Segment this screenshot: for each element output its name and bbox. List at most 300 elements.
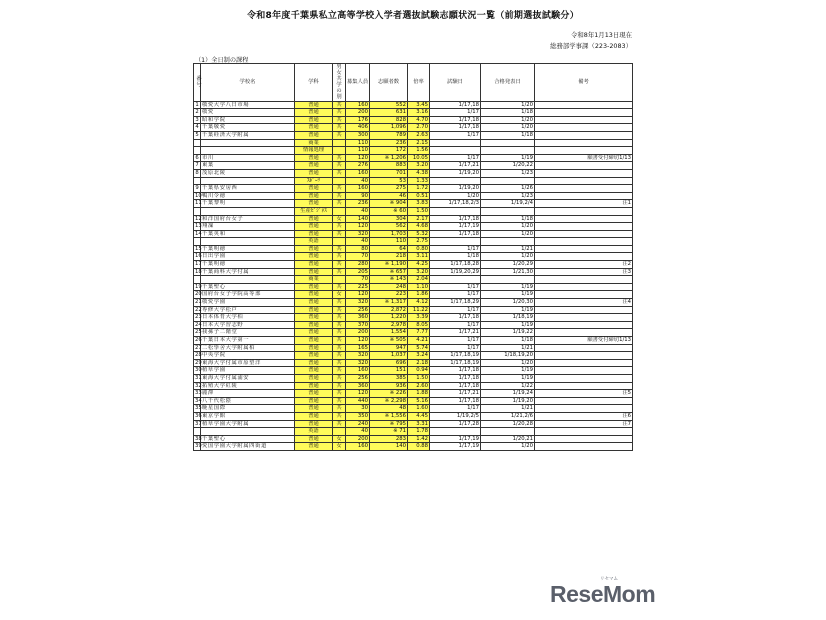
- cell-exam: 1/17: [430, 344, 481, 352]
- cell-no: 11: [195, 200, 202, 207]
- cell-app: 631: [370, 109, 408, 117]
- cell-res: 1/21: [481, 405, 535, 413]
- cell-ratio: 0.80: [408, 245, 430, 253]
- cell-rem: [535, 101, 633, 109]
- cell-course: 普通: [295, 291, 333, 299]
- cell-cap: 40: [346, 177, 370, 185]
- cell-course: 普通: [295, 321, 333, 329]
- cell-gender: 共: [333, 154, 346, 162]
- cell-res: 1/18: [481, 109, 535, 117]
- cell-no: 24: [195, 321, 202, 328]
- cell-rem: [535, 238, 633, 246]
- cell-course: 普通: [295, 109, 333, 117]
- cell-app: 275: [370, 185, 408, 193]
- cell-app: 151: [370, 367, 408, 375]
- cell-school: 愛国学園大学附属四街道: [201, 443, 295, 451]
- cell-ratio: 10.05: [408, 154, 430, 162]
- cell-app: 789: [370, 131, 408, 139]
- cell-rem: [535, 359, 633, 367]
- cell-gender: [333, 276, 346, 284]
- cell-course: 普通: [295, 124, 333, 132]
- cell-school: 敬愛学園: [201, 299, 295, 307]
- cell-rem: [535, 291, 633, 299]
- cell-gender: 共: [333, 397, 346, 405]
- cell-gender: 共: [333, 223, 346, 231]
- cell-no: 5: [195, 131, 199, 138]
- cell-no: 28: [195, 352, 202, 359]
- cell-no: 27: [195, 344, 202, 351]
- cell-rem: [535, 192, 633, 200]
- cell-ratio: 5.32: [408, 230, 430, 238]
- cell-cap: 300: [346, 131, 370, 139]
- cell-ratio: 2.70: [408, 124, 430, 132]
- cell-res: 1/18,19,20: [481, 352, 535, 360]
- cell-course: 普通: [295, 253, 333, 261]
- cell-cap: 160: [346, 367, 370, 375]
- cell-no: [194, 139, 201, 147]
- as-of-date: 令和8年1月13日現在: [571, 31, 632, 39]
- cell-rem: [535, 109, 633, 117]
- cell-no: 26: [195, 337, 202, 343]
- cell-res: 1/21: [481, 245, 535, 253]
- cell-res: 1/20: [481, 253, 535, 261]
- cell-res: 1/18,19: [481, 314, 535, 322]
- applications-table: [193, 63, 633, 451]
- cell-no: 20: [195, 291, 202, 298]
- cell-no: [194, 177, 201, 185]
- cell-gender: 共: [333, 162, 346, 170]
- table-row: [194, 261, 633, 269]
- cell-cap: 200: [346, 329, 370, 337]
- cell-gender: [333, 177, 346, 185]
- cell-course: 商業: [295, 139, 333, 147]
- table-row: [194, 435, 633, 443]
- cell-cap: 40: [346, 428, 370, 436]
- cell-ratio: 2.63: [408, 131, 430, 139]
- cell-cap: 110: [346, 147, 370, 155]
- table-row: [194, 367, 633, 375]
- cell-cap: 90: [346, 192, 370, 200]
- cell-ratio: 1.78: [408, 428, 430, 436]
- cell-course: 普通: [295, 131, 333, 139]
- cell-school: 千葉県安房西: [201, 185, 295, 193]
- cell-school: 植草学園: [201, 367, 295, 375]
- table-row: [194, 291, 633, 299]
- cell-exam: 1/17: [430, 337, 481, 345]
- cell-ratio: 3.11: [408, 253, 430, 261]
- cell-ratio: 1.72: [408, 185, 430, 193]
- cell-rem: [535, 223, 633, 231]
- table-row: [194, 177, 633, 185]
- cell-gender: 共: [333, 109, 346, 117]
- cell-exam: 1/17,21: [430, 329, 481, 337]
- cell-gender: 共: [333, 283, 346, 291]
- cell-course: 普通: [295, 420, 333, 428]
- cell-ratio: 3.39: [408, 314, 430, 322]
- cell-exam: [430, 276, 481, 284]
- cell-school: [201, 147, 295, 155]
- cell-course: ｽﾎﾟｰﾂ: [295, 177, 333, 185]
- cell-app: 2,978: [370, 321, 408, 329]
- cell-course: 普通: [295, 116, 333, 124]
- cell-course: 普通: [295, 397, 333, 405]
- cell-course: 普通: [295, 314, 333, 322]
- cell-res: 1/19,24: [481, 390, 535, 398]
- cell-course: 普通: [295, 223, 333, 231]
- cell-app: 2,872: [370, 306, 408, 314]
- cell-no: 37: [195, 420, 202, 427]
- cell-ratio: 7.77: [408, 329, 430, 337]
- cell-app: 46: [370, 192, 408, 200]
- cell-exam: 1/17,18: [430, 382, 481, 390]
- cell-rem: 注4: [535, 299, 633, 307]
- cell-course: 普通: [295, 382, 333, 390]
- cell-no: 33: [195, 390, 202, 397]
- cell-app: 236: [370, 139, 408, 147]
- cell-rem: 願書受付締切1/13: [535, 337, 633, 345]
- cell-gender: 共: [333, 352, 346, 360]
- cell-rem: [535, 314, 633, 322]
- cell-course: 普通: [295, 101, 333, 109]
- cell-no: 6: [195, 154, 199, 161]
- cell-app: 1,037: [370, 352, 408, 360]
- cell-cap: 320: [346, 359, 370, 367]
- cell-exam: 1/17,18: [430, 397, 481, 405]
- cell-cap: 30: [346, 405, 370, 413]
- cell-res: 1/23: [481, 192, 535, 200]
- cell-res: 1/22: [481, 382, 535, 390]
- cell-cap: 165: [346, 344, 370, 352]
- cell-gender: 共: [333, 382, 346, 390]
- cell-exam: 1/17,18,29: [430, 299, 481, 307]
- cell-course: 普通: [295, 283, 333, 291]
- table-row: [194, 116, 633, 124]
- cell-exam: 1/17,21: [430, 390, 481, 398]
- section-label: （1）全日制の課程: [195, 57, 249, 64]
- cell-exam: 1/17,19: [430, 223, 481, 231]
- cell-res: 1/19: [481, 291, 535, 299]
- cell-app: 218: [370, 253, 408, 261]
- table-row: [194, 337, 633, 345]
- cell-school: 拓殖大学紅陵: [201, 382, 295, 390]
- cell-ratio: 1.86: [408, 291, 430, 299]
- cell-exam: 1/17,19: [430, 443, 481, 451]
- cell-school: 我孫子二階堂: [201, 329, 295, 337]
- table-row: [194, 147, 633, 155]
- document-title: 令和8年度千葉県私立高等学校入学者選抜試験志願状況一覧（前期選抜試験分）: [246, 11, 580, 21]
- cell-res: 1/26: [481, 185, 535, 193]
- cell-rem: [535, 169, 633, 177]
- cell-res: 1/20: [481, 230, 535, 238]
- cell-gender: 共: [333, 268, 346, 276]
- cell-no: 14: [195, 230, 202, 237]
- cell-app: ※ 1,317: [370, 299, 408, 307]
- table-row: [194, 109, 633, 117]
- cell-app: ※ 505: [370, 337, 408, 345]
- cell-gender: [333, 238, 346, 246]
- cell-cap: 40: [346, 207, 370, 215]
- header-course: 学科: [295, 64, 333, 102]
- cell-ratio: 3.24: [408, 352, 430, 360]
- cell-res: 1/21: [481, 344, 535, 352]
- cell-app: ※ 1,190: [370, 261, 408, 269]
- cell-school: 八千代松陰: [201, 397, 295, 405]
- cell-school: [201, 276, 295, 284]
- cell-no: 17: [195, 261, 202, 268]
- cell-school: 東海大学付属浦安: [201, 374, 295, 382]
- cell-exam: 1/17,18,19: [430, 352, 481, 360]
- cell-rem: [535, 344, 633, 352]
- cell-course: 普通: [295, 154, 333, 162]
- cell-rem: [535, 185, 633, 193]
- cell-gender: 共: [333, 200, 346, 208]
- cell-app: 552: [370, 101, 408, 109]
- cell-app: ※ 2,298: [370, 397, 408, 405]
- table-row: [194, 314, 633, 322]
- cell-school: 千葉聖心: [201, 283, 295, 291]
- cell-rem: [535, 207, 633, 215]
- cell-exam: 1/17,18: [430, 215, 481, 223]
- cell-rem: [535, 131, 633, 139]
- cell-gender: [333, 147, 346, 155]
- cell-cap: 200: [346, 435, 370, 443]
- table-row: [194, 390, 633, 398]
- cell-cap: 240: [346, 420, 370, 428]
- cell-cap: 110: [346, 139, 370, 147]
- cell-rem: [535, 124, 633, 132]
- cell-exam: 1/19,20: [430, 185, 481, 193]
- cell-cap: 120: [346, 337, 370, 345]
- cell-res: 1/19: [481, 283, 535, 291]
- cell-gender: 女: [333, 215, 346, 223]
- cell-res: [481, 238, 535, 246]
- cell-course: 普通: [295, 230, 333, 238]
- cell-exam: [430, 428, 481, 436]
- cell-rem: [535, 405, 633, 413]
- cell-res: 1/20,30: [481, 299, 535, 307]
- cell-no: 10: [195, 192, 202, 199]
- cell-app: 947: [370, 344, 408, 352]
- cell-exam: 1/17: [430, 154, 481, 162]
- cell-no: 18: [195, 268, 202, 275]
- cell-school: 市川: [201, 154, 295, 162]
- cell-exam: 1/17,18,2/3: [430, 200, 481, 208]
- cell-cap: 140: [346, 215, 370, 223]
- cell-rem: [535, 215, 633, 223]
- cell-course: 普通: [295, 192, 333, 200]
- cell-no: [194, 428, 201, 436]
- cell-app: 304: [370, 215, 408, 223]
- resemom-logo-sub: リセマム: [600, 577, 618, 582]
- cell-ratio: 3.20: [408, 162, 430, 170]
- cell-app: 385: [370, 374, 408, 382]
- cell-no: [194, 147, 201, 155]
- resemom-logo: ReseMom: [550, 581, 656, 607]
- cell-course: 普通: [295, 245, 333, 253]
- cell-gender: [333, 207, 346, 215]
- cell-school: [201, 177, 295, 185]
- cell-app: 53: [370, 177, 408, 185]
- cell-school: 日出学園: [201, 253, 295, 261]
- cell-ratio: 4.21: [408, 337, 430, 345]
- table-row: [194, 245, 633, 253]
- cell-app: 883: [370, 162, 408, 170]
- table-row: [194, 185, 633, 193]
- cell-course: 英語: [295, 428, 333, 436]
- cell-school: 千葉日本大学第一: [201, 337, 295, 345]
- cell-course: 普通: [295, 185, 333, 193]
- cell-ratio: 1.50: [408, 374, 430, 382]
- cell-school: 千葉明徳: [201, 261, 295, 269]
- cell-exam: 1/17,28: [430, 420, 481, 428]
- cell-rem: [535, 276, 633, 284]
- cell-no: 19: [195, 283, 202, 290]
- header-ratio: 倍率: [408, 64, 430, 102]
- cell-exam: 1/19,20,29: [430, 268, 481, 276]
- cell-exam: 1/19,2/5: [430, 412, 481, 420]
- cell-app: 283: [370, 435, 408, 443]
- cell-exam: 1/17,18: [430, 101, 481, 109]
- table-row: [194, 359, 633, 367]
- cell-rem: [535, 443, 633, 451]
- cell-rem: [535, 230, 633, 238]
- cell-ratio: 0.94: [408, 367, 430, 375]
- table-row: [194, 162, 633, 170]
- cell-cap: 80: [346, 245, 370, 253]
- cell-app: ※ 1,556: [370, 412, 408, 420]
- cell-no: 16: [195, 253, 202, 260]
- cell-exam: 1/17: [430, 306, 481, 314]
- cell-gender: 共: [333, 185, 346, 193]
- cell-res: 1/20,22: [481, 162, 535, 170]
- cell-school: 東葉: [201, 162, 295, 170]
- cell-ratio: 1.60: [408, 405, 430, 413]
- table-header-row: [194, 64, 633, 102]
- cell-cap: 120: [346, 390, 370, 398]
- cell-cap: 70: [346, 276, 370, 284]
- cell-rem: [535, 435, 633, 443]
- cell-gender: 女: [333, 435, 346, 443]
- cell-school: 茂原北陵: [201, 169, 295, 177]
- cell-ratio: 2.18: [408, 359, 430, 367]
- cell-school: [201, 428, 295, 436]
- cell-rem: [535, 397, 633, 405]
- cell-course: 普通: [295, 337, 333, 345]
- cell-school: 和洋国府台女子: [201, 215, 295, 223]
- cell-no: 1: [195, 101, 199, 108]
- cell-res: 1/19: [481, 374, 535, 382]
- cell-ratio: 4.68: [408, 223, 430, 231]
- cell-app: 701: [370, 169, 408, 177]
- cell-exam: 1/17,21: [430, 162, 481, 170]
- table-row: [194, 124, 633, 132]
- cell-res: 1/21,2/6: [481, 412, 535, 420]
- cell-school: 東京学館: [201, 412, 295, 420]
- cell-app: 64: [370, 245, 408, 253]
- cell-exam: 1/17,18: [430, 367, 481, 375]
- cell-exam: 1/17,18: [430, 116, 481, 124]
- cell-exam: 1/17: [430, 109, 481, 117]
- cell-ratio: 3.31: [408, 420, 430, 428]
- cell-gender: 女: [333, 291, 346, 299]
- cell-gender: 共: [333, 329, 346, 337]
- cell-exam: [430, 139, 481, 147]
- table-row: [194, 139, 633, 147]
- table-row: [194, 344, 633, 352]
- cell-app: ※ 795: [370, 420, 408, 428]
- cell-rem: [535, 147, 633, 155]
- cell-rem: [535, 352, 633, 360]
- table-body: [194, 101, 633, 450]
- cell-course: 普通: [295, 344, 333, 352]
- cell-app: 140: [370, 443, 408, 451]
- cell-cap: 120: [346, 223, 370, 231]
- cell-no: 15: [195, 245, 202, 252]
- cell-gender: 共: [333, 420, 346, 428]
- cell-ratio: 2.04: [408, 276, 430, 284]
- cell-app: 48: [370, 405, 408, 413]
- cell-ratio: 2.60: [408, 382, 430, 390]
- cell-cap: 236: [346, 200, 370, 208]
- cell-ratio: 1.42: [408, 435, 430, 443]
- cell-res: 1/20,28: [481, 420, 535, 428]
- table-row: [194, 352, 633, 360]
- cell-res: 1/18: [481, 337, 535, 345]
- table-row: [194, 412, 633, 420]
- cell-gender: 共: [333, 390, 346, 398]
- cell-no: 3: [195, 116, 199, 123]
- cell-no: 25: [195, 329, 202, 336]
- table-row: [194, 321, 633, 329]
- cell-course: 普通: [295, 329, 333, 337]
- cell-school: 千葉敬愛: [201, 124, 295, 132]
- cell-gender: 女: [333, 443, 346, 451]
- cell-no: 22: [195, 306, 202, 313]
- cell-cap: 200: [346, 109, 370, 117]
- table-row: [194, 268, 633, 276]
- cell-no: 9: [195, 185, 199, 192]
- table-row: [194, 200, 633, 208]
- cell-school: 中央学院: [201, 352, 295, 360]
- cell-app: 1,703: [370, 230, 408, 238]
- cell-app: ※ 60: [370, 207, 408, 215]
- cell-exam: [430, 177, 481, 185]
- cell-res: [481, 147, 535, 155]
- cell-app: 936: [370, 382, 408, 390]
- cell-school: 晩星国際: [201, 405, 295, 413]
- cell-res: 1/19,20: [481, 397, 535, 405]
- cell-course: 普通: [295, 200, 333, 208]
- cell-no: 4: [195, 124, 199, 131]
- cell-ratio: 4.12: [408, 299, 430, 307]
- cell-school: [201, 207, 295, 215]
- header-remarks: 備考: [535, 64, 633, 102]
- cell-course: 普通: [295, 169, 333, 177]
- cell-no: 35: [195, 405, 202, 412]
- cell-school: 千葉明徳: [201, 245, 295, 253]
- cell-res: 1/20: [481, 116, 535, 124]
- table-row: [194, 276, 633, 284]
- cell-no: 12: [195, 215, 202, 222]
- header-capacity: 募集人員: [346, 64, 370, 102]
- cell-gender: 共: [333, 337, 346, 345]
- table-row: [194, 192, 633, 200]
- table-row: [194, 283, 633, 291]
- table-row: [194, 207, 633, 215]
- cell-rem: [535, 139, 633, 147]
- cell-ratio: 4.38: [408, 169, 430, 177]
- cell-exam: 1/19,20: [430, 169, 481, 177]
